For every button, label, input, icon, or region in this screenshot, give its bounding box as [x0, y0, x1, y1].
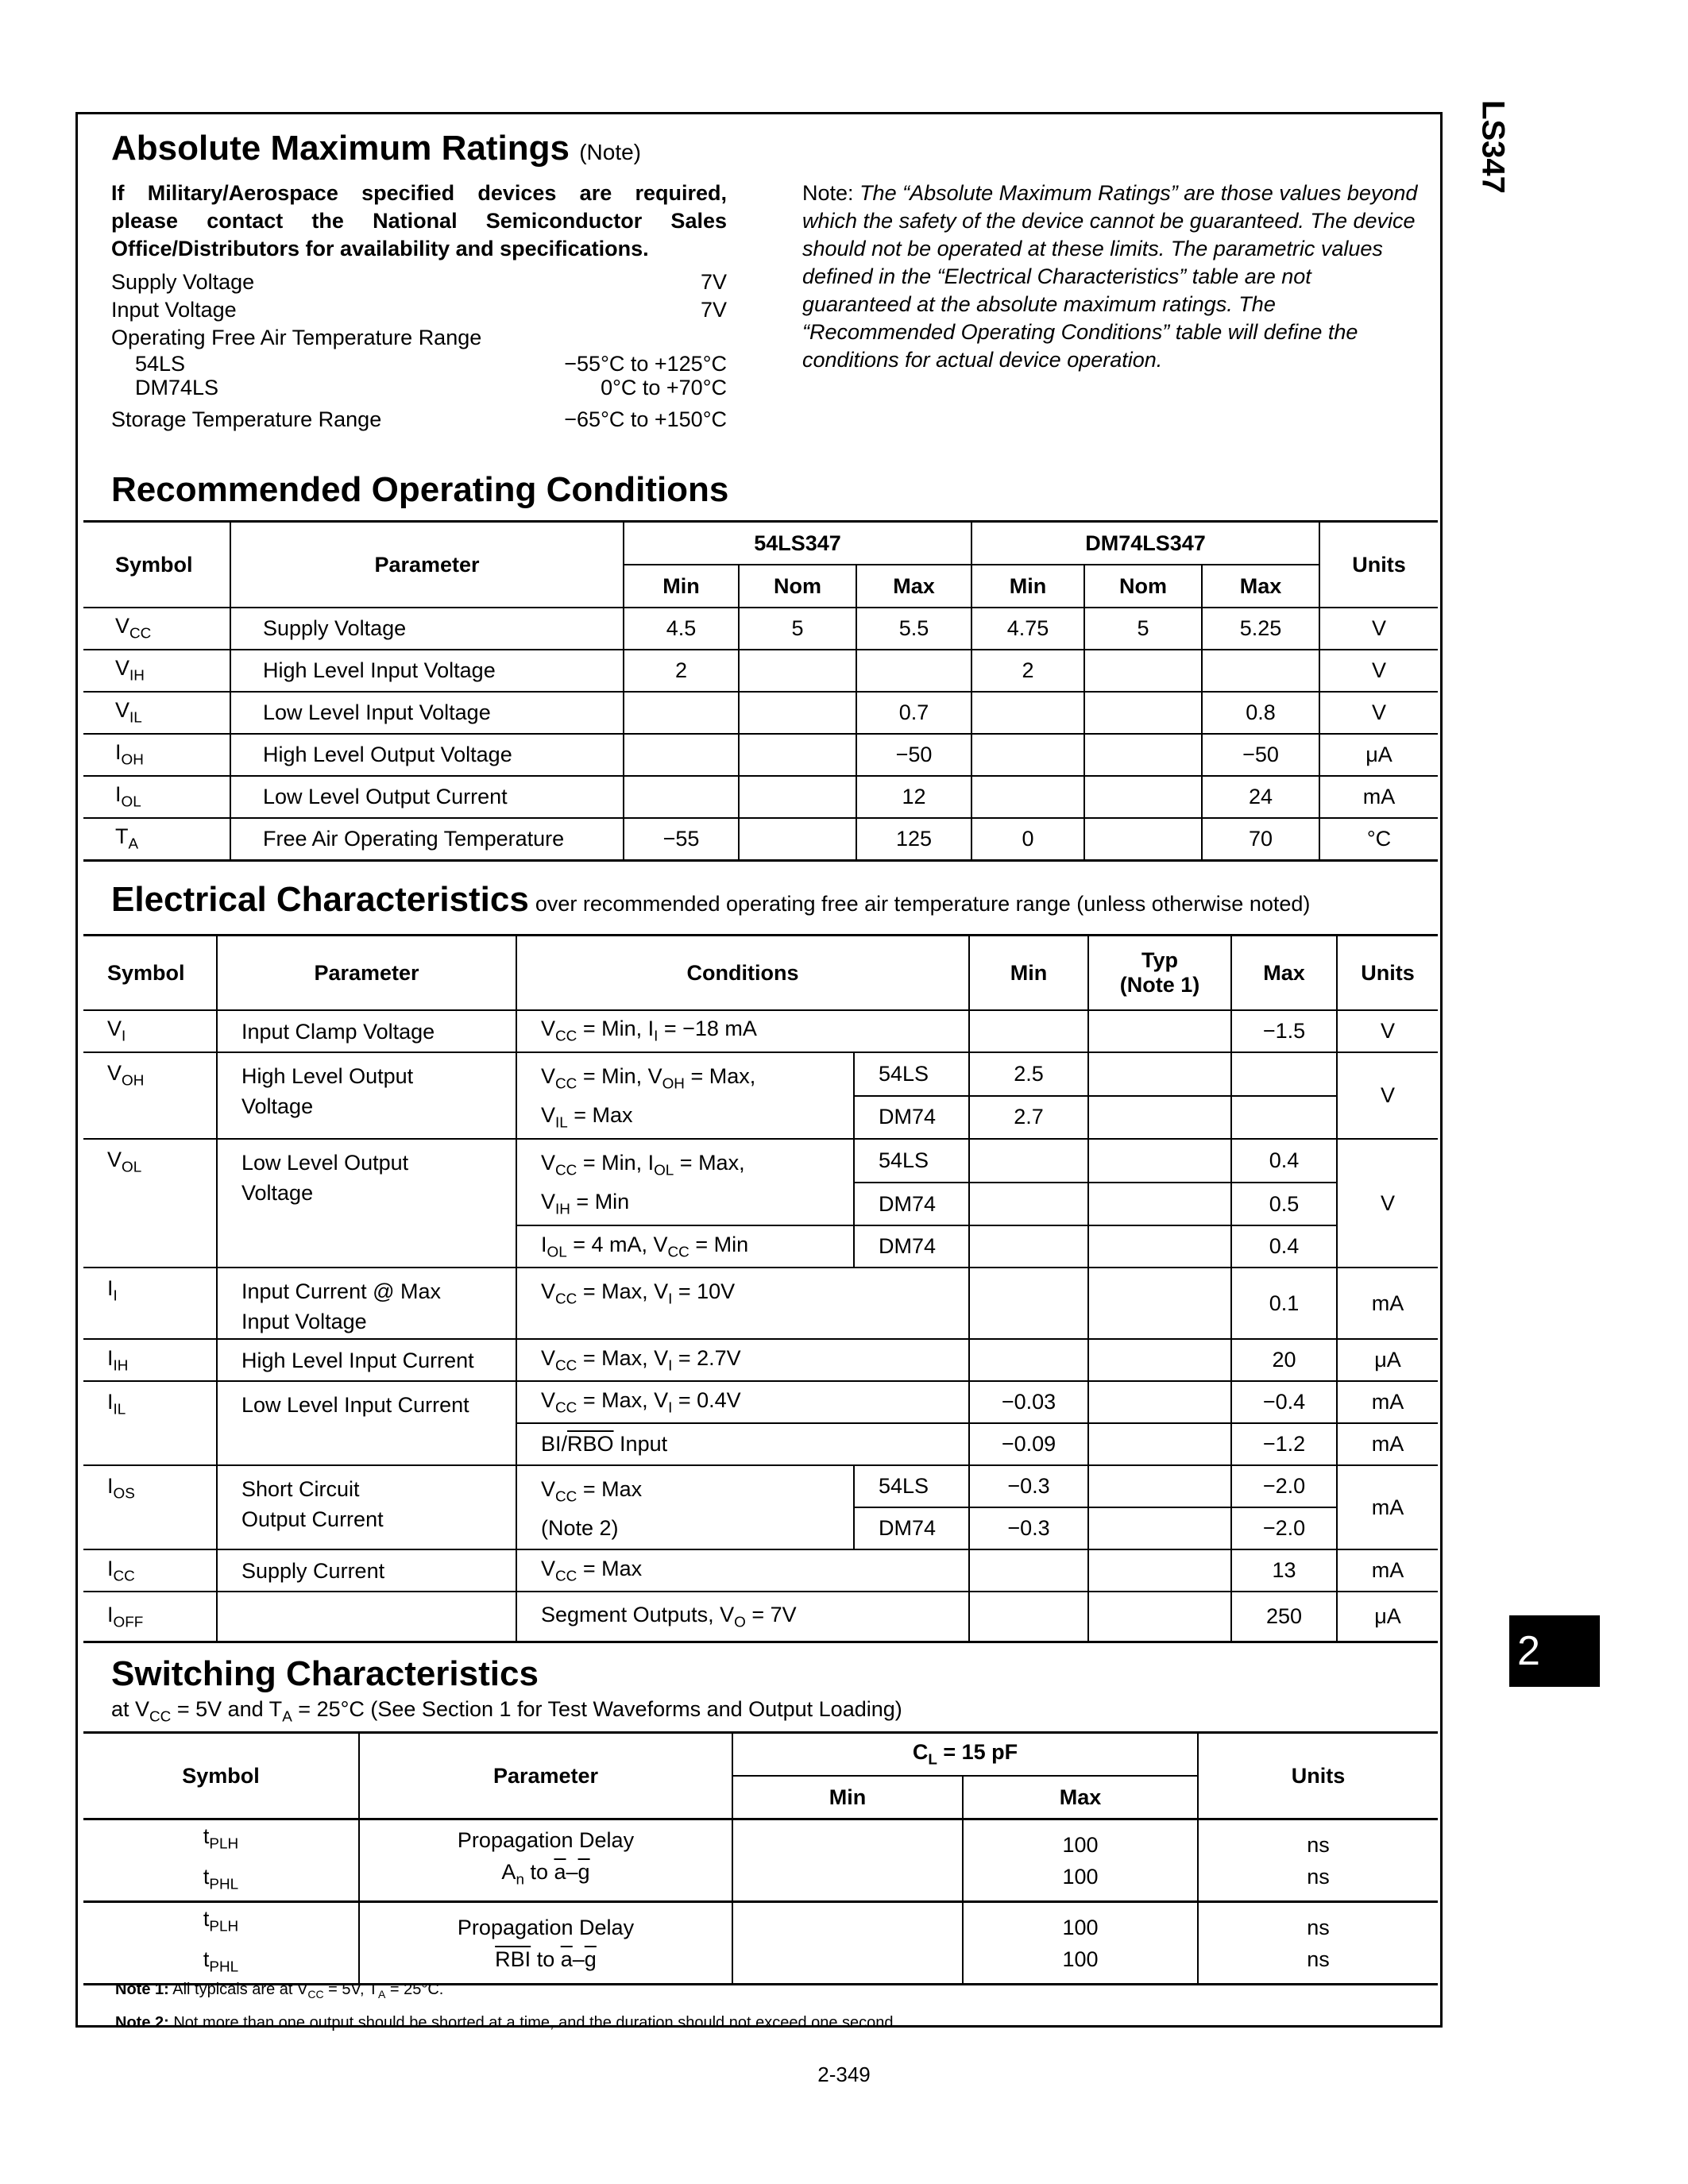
amr-row-input: Input Voltage 7V: [111, 298, 727, 322]
roc-row-vih: $V_{IH}$ High Level Input Voltage 2 2 V: [83, 650, 1438, 692]
amr-row-temp-label: Operating Free Air Temperature Range: [111, 326, 482, 349]
roc-title: Recommended Operating Conditions: [111, 470, 729, 509]
amr-row-storage: Storage Temperature Range −65°C to +150°C: [111, 407, 727, 431]
roc-head-dm74ls347: DM74LS347: [971, 522, 1319, 565]
footnotes: [115, 1975, 898, 2037]
ec-row-ii: $I_I$ Input Current @ Max Input Voltage $V_{CC}$ = Max, $V_I = 10V$ 0.1 mA: [83, 1268, 1438, 1339]
note-1: Note 1: All typicals are at $V_{CC} = 5V$, $T_A = 25^\circ C$.: [115, 1981, 444, 2001]
roc-head-symbol: Symbol: [83, 522, 230, 608]
roc-row-vil: $V_{IL}$ Low Level Input Voltage 0.7 0.8 V: [83, 692, 1438, 734]
amr-row-54ls: 54LS −55°C to +125°C: [135, 351, 727, 376]
ec-row-ios-dm74: DM74 −0.3 −2.0: [83, 1507, 1438, 1549]
amr-title: Absolute Maximum Ratings (Note): [111, 129, 641, 168]
ec-row-iil: $I_{IL}$ Low Level Input Current $V_{CC}$ = Max, $V_I = 0.4V$ −0.03 −0.4 mA: [83, 1381, 1438, 1423]
sw-subtitle: at $V_{CC} = 5V$ and $T_A = 25^\circ C$ (See Section 1 for Test Waveforms and Output Loading): [111, 1697, 902, 1726]
ec-row-vi: $V_I$ Input Clamp Voltage $V_{CC}$ = Min, $I_I = -18$ mA −1.5 V: [83, 1010, 1438, 1052]
amr-note: Note: The “Absolute Maximum Ratings” are those values beyond which the safety of the device cannot be guaranteed. The device should not be operated at these limits. The parametric values defined in the “Electrical Characteristics” table are not guaranteed at the absolute maximum ratings. The “Recommended Operating Conditions” table will define the conditions for actual device operation.: [802, 181, 1418, 372]
amr-list: [111, 268, 727, 434]
roc-head-54ls347: 54LS347: [624, 522, 971, 565]
ec-row-ioff: $I_{OFF}$ Segment Outputs, $V_O = 7V$ 250 μA: [83, 1592, 1438, 1642]
ec-row-vol-dm74: DM74 0.5: [83, 1183, 1438, 1226]
roc-row-iol: $I_{OL}$ Low Level Output Current 12 24 mA: [83, 776, 1438, 818]
amr-row-supply: Supply Voltage 7V: [111, 270, 727, 294]
sw-table: Symbol Parameter $C_L = 15$ pF Units Min Max $t_{PLH}$ $t_{PHL}$ Propagation Delay $A_n$ to $\overline{a}-\overline{g}$ 100 100 ns ns $t_{PLH}$ $t_{PHL}$ Propagation Delay $\overline{RBI}$ to $\overline{a}-\overline{g}$ 100 100 ns ns: [83, 1731, 1438, 1985]
ec-title: Electrical Characteristics over recommended operating free air temperature range (unless otherwise noted): [111, 880, 1311, 919]
section-tab: 2: [1509, 1615, 1600, 1687]
note-2: Note 2: Not more than one output should be shorted at a time, and the duration should not exceed one second.: [115, 2013, 898, 2032]
sw-title: Switching Characteristics: [111, 1654, 539, 1693]
ec-row-voh-dm74: DM74 2.7: [83, 1096, 1438, 1140]
ec-row-iih: $I_{IH}$ High Level Input Current $V_{CC}$ = Max, $V_I = 2.7V$ 20 μA: [83, 1339, 1438, 1381]
sw-row-an: $t_{PLH}$ $t_{PHL}$ Propagation Delay $A_n$ to $\overline{a}-\overline{g}$ 100 100 ns ns: [83, 1819, 1438, 1902]
ec-row-voh-54ls: $V_{OH}$ High Level Output Voltage $V_{CC}$ = Min, $V_{OH}$ = Max, $V_{IL}$ = Max 54LS 2.5 V: [83, 1052, 1438, 1096]
ec-row-vol-dm74-4ma: $I_{OL} = 4$ mA, $V_{CC}$ = Min DM74 0.4: [83, 1225, 1438, 1268]
ec-row-iil-bi: $BI/\overline{RBO}$ Input −0.09 −1.2 mA: [83, 1423, 1438, 1465]
side-part-number: LS347: [1475, 100, 1511, 194]
roc-head-parameter: Parameter: [230, 522, 624, 608]
ec-table: Symbol Parameter Conditions Min Typ (Note 1) Max Units $V_I$ Input Clamp Voltage $V_{CC}$ = Min, $I_I = -18$ mA −1.5 V $V_{OH}$ High Level Output Voltage $V_{CC}$ = Min, $V_{OH}$ = Max, $V_{IL}$ = Max 54LS 2.5 V DM74 2.7 $V_{OL}$ Low Level Output Voltage $V_{CC}$ = Min, $I_{OL}$ = Max, $V_{IH}$ = Min 54LS 0.4 V DM74 0.5 $I_{OL} = 4$ mA, $V_{CC}$ = Min DM74 0.4 $I_I$ Input Current @ Max Input Voltage $V_{CC}$ = Max, $V_I = 10V$ 0.1 mA $I_{IH}$ High Level Input Current $V_{CC}$ = Max, $V_I = 2.7V$ 20 μA $I_{IL}$ Low Level Input Current $V_{CC}$ = Max, $V_I = 0.4V$ −0.03 −0.4 mA $BI/\overline{RBO}$ Input −0.09 −1.2 mA $I_{OS}$ Short Circuit Output Current $V_{CC}$ = Max (Note 2) 54LS −0.3 −2.0 mA DM74 −0.3 −2.0 $I_{CC}$ Supply Current $V_{CC}$ = Max 13 mA $I_{OFF}$ Segment Outputs, $V_O = 7V$ 250 μA: [83, 934, 1438, 1643]
amr-row-dm74ls: DM74LS 0°C to +70°C: [135, 375, 727, 399]
ec-row-ios-54ls: $I_{OS}$ Short Circuit Output Current $V_{CC}$ = Max (Note 2) 54LS −0.3 −2.0 mA: [83, 1465, 1438, 1507]
roc-head-units: Units: [1319, 522, 1438, 608]
amr-warning: If Military/Aerospace specified devices are required, please contact the National Semiconductor Sales Office/Distributors for availability and specifications.: [111, 181, 727, 260]
ec-row-vol-54ls: $V_{OL}$ Low Level Output Voltage $V_{CC}$ = Min, $I_{OL}$ = Max, $V_{IH}$ = Min 54LS 0.4 V: [83, 1139, 1438, 1183]
roc-row-ta: $T_A$ Free Air Operating Temperature −55 125 0 70 °C: [83, 818, 1438, 861]
sw-row-rbi: $t_{PLH}$ $t_{PHL}$ Propagation Delay $\overline{RBI}$ to $\overline{a}-\overline{g}$ 100 100 ns ns: [83, 1902, 1438, 1985]
ec-row-icc: $I_{CC}$ Supply Current $V_{CC}$ = Max 13 mA: [83, 1549, 1438, 1592]
page-number: 2-349: [817, 2062, 871, 2086]
roc-row-ioh: $I_{OH}$ High Level Output Voltage −50 −50 μA: [83, 734, 1438, 776]
roc-table: Symbol Parameter 54LS347 DM74LS347 Units Min Nom Max Min Nom Max $V_{CC}$ Supply Voltage 4.5 5 5.5 4.75 5 5.25 V $V_{IH}$ High Level Input Voltage 2 2 V $V_{IL}$ Low Level Input Voltage 0.7 0.8 V $I_{OH}$ High Level Output Voltage −50 −50 μA $I_{OL}$ Low Level Output Current 12 24 mA $T_A$ Free Air Operating Temperature −55 125 0 70 °C: [83, 520, 1438, 862]
roc-row-vcc: $V_{CC}$ Supply Voltage 4.5 5 5.5 4.75 5 5.25 V: [83, 608, 1438, 650]
